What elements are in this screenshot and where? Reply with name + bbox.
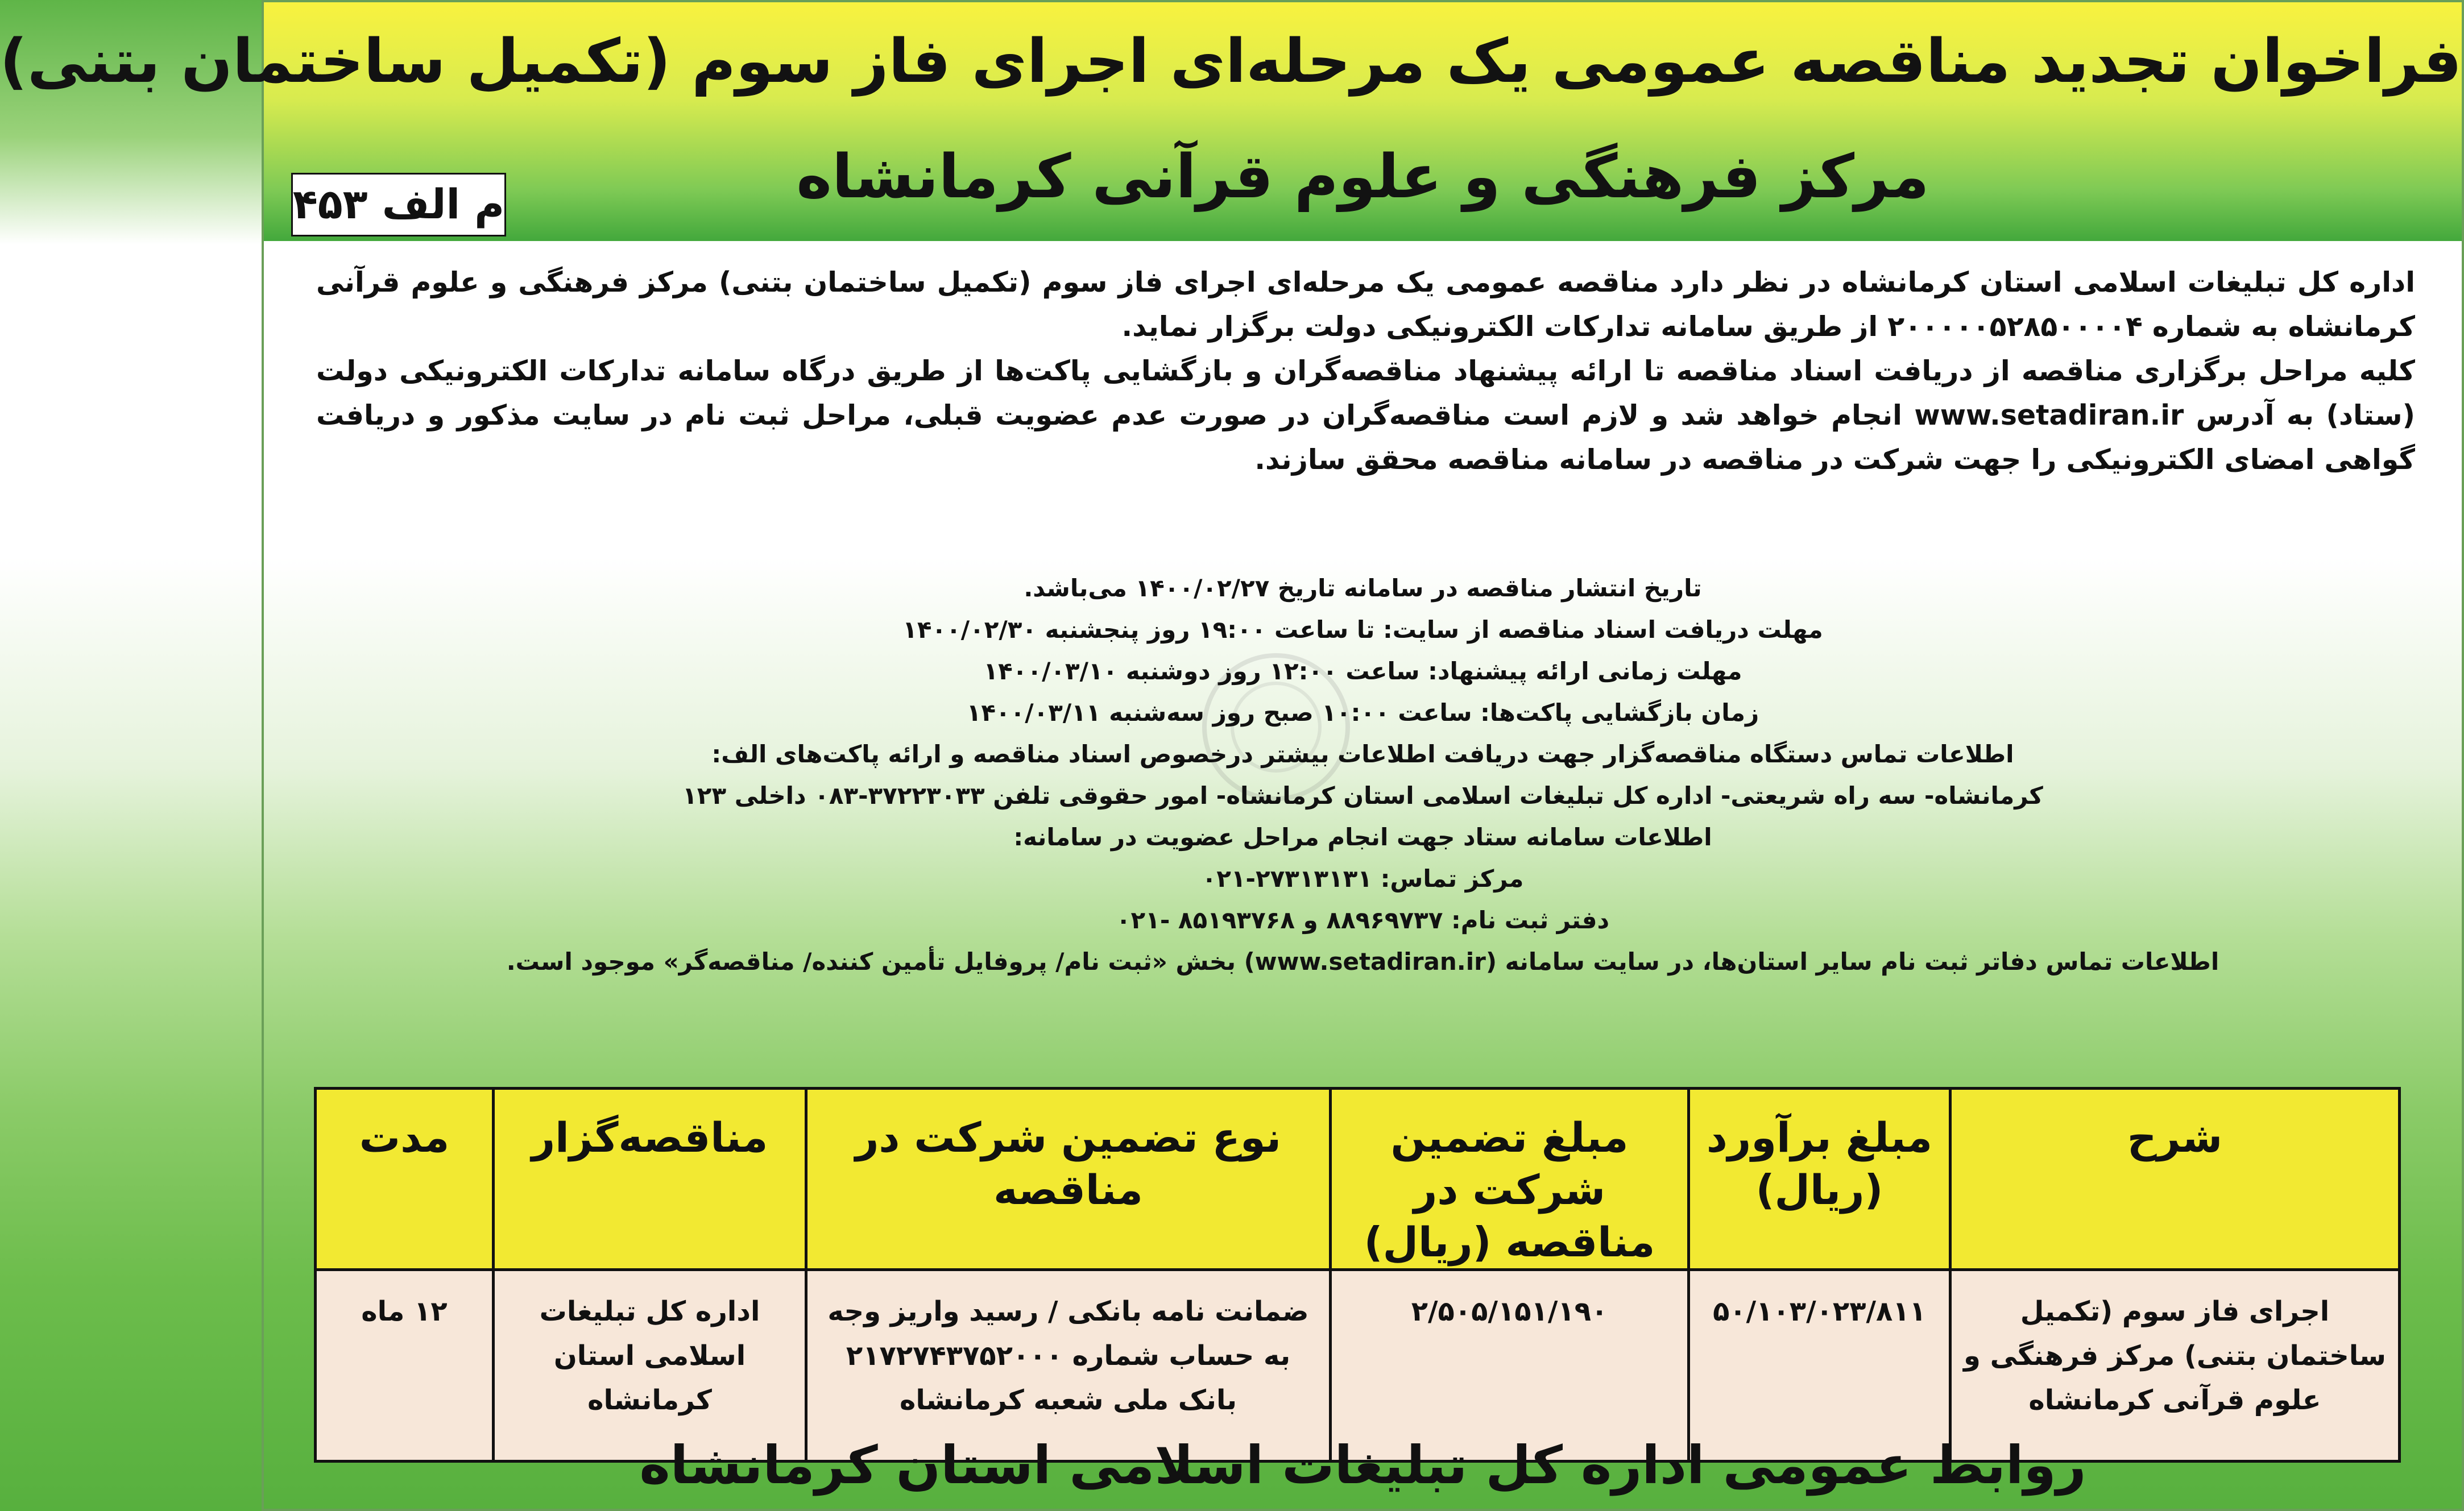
header-guarantee-type: نوع تضمین شرکت در مناقصه [806,1089,1331,1270]
intro-paragraph-2: کلیه مراحل برگزاری مناقصه از دریافت اسناد مناقصه تا ارائه پیشنهاد مناقصه‌گران و بازگشایی پاکت‌ها از طریق درگاه سامانه تدارکات الکترونیکی دولت (ستاد) به آدرس www.setadiran.ir انجام خواهد شد و لازم است مناقصه‌گران در صورت عدم عضویت قبلی، مراحل ثبت نام در سایت مذکور و دریافت گواهی امضای الکترونیکی را جهت شرکت در مناقصه در سامانه مناقصه محقق سازند. [316,355,2415,476]
bid-deadline-line: مهلت زمانی ارائه پیشنهاد: ساعت ۱۲:۰۰ روز دوشنبه ۱۴۰۰/۰۳/۱۰ [983,657,1742,685]
cell-organizer: اداره کل تبلیغات اسلامی استان کرمانشاه [494,1270,806,1462]
announcement-code-badge: م الف ۴۵۳ [291,173,506,236]
cell-estimate: ۵۰/۱۰۳/۰۲۳/۸۱۱ [1689,1270,1951,1462]
footer-signature: روابط عمومی اداره کل تبلیغات اسلامی استان کرمانشاه [639,1435,2086,1496]
intro-paragraph-1: اداره کل تبلیغات اسلامی استان کرمانشاه در نظر دارد مناقصه عمومی یک مرحله‌ای اجرای فاز سوم (تکمیل ساختمان بتنی) مرکز فرهنگی و علوم قرآنی کرمانشاه به شماره ۲۰۰۰۰۰۵۲۸۵۰۰۰۰۴ از طریق سامانه تدارکات الکترونیکی دولت برگزار نماید. [316,266,2415,343]
contact-title-line: اطلاعات تماس دستگاه مناقصه‌گزار جهت دریافت اطلاعات بیشتر درخصوص اسناد مناقصه و ارائه پاکت‌های الف: [711,740,2014,768]
header-banner [0,2,2462,241]
details-block [434,567,2291,982]
registration-phone-line: دفتر ثبت نام: ۸۸۹۶۹۷۳۷ و ۸۵۱۹۳۷۶۸ -۰۲۱ [1116,906,1610,934]
contact-address-line: کرمانشاه- سه راه شریعتی- اداره کل تبلیغات اسلامی استان کرمانشاه- امور حقوقی تلفن ۳۷۲۲۳۰۳۳-۰۸۳ داخلی ۱۲۳ [682,782,2043,810]
publish-date-line: تاریخ انتشار مناقصه در سامانه تاریخ ۱۴۰۰/۰۲/۲۷ می‌باشد. [1024,574,1702,602]
cell-guarantee-type: ضمانت نامه بانکی / رسید واریز وجه به حساب شماره ۲۱۷۲۷۴۳۷۵۲۰۰۰ بانک ملی شعبه کرمانشاه [806,1270,1331,1462]
table-row [316,1270,2400,1462]
tender-table [314,1087,2401,1463]
header-guarantee-amount: مبلغ تضمین شرکت در مناقصه (ریال) [1331,1089,1689,1270]
cell-guarantee-amount: ۲/۵۰۵/۱۵۱/۱۹۰ [1331,1270,1689,1462]
opening-time-line: زمان بازگشایی پاکت‌ها: ساعت ۱۰:۰۰ صبح روز سه‌شنبه ۱۴۰۰/۰۳/۱۱ [966,699,1759,727]
center-phone-line: مرکز تماس: ۲۷۳۱۳۱۳۱-۰۲۱ [1202,865,1524,893]
other-provinces-line: اطلاعات تماس دفاتر ثبت نام سایر استان‌ها، در سایت سامانه (www.setadiran.ir) بخش «ثبت نام/ پروفایل تأمین کننده/ مناقصه‌گر» موجود است. [506,948,2219,975]
header-estimate: مبلغ برآورد (ریال) [1689,1089,1951,1270]
cell-description: اجرای فاز سوم (تکمیل ساختمان بتنی) مرکز فرهنگی و علوم قرآنی کرمانشاه [1951,1270,2400,1462]
title-line-2: مرکز فرهنگی و علوم قرآنی کرمانشاه [796,142,1929,211]
title-line-1: فراخوان تجدید مناقصه عمومی یک مرحله‌ای اجرای فاز سوم (تکمیل ساختمان بتنی) [0,26,2462,96]
header-organizer: مناقصه‌گزار [494,1089,806,1270]
table-header-row [316,1089,2400,1270]
document-deadline-line: مهلت دریافت اسناد مناقصه از سایت: تا ساعت ۱۹:۰۰ روز پنجشنبه ۱۴۰۰/۰۲/۳۰ [902,616,1823,644]
cell-duration: ۱۲ ماه [316,1270,494,1462]
intro-text-block [316,260,2415,482]
header-description: شرح [1951,1089,2400,1270]
setad-title-line: اطلاعات سامانه ستاد جهت انجام مراحل عضویت در سامانه: [1013,823,1712,851]
header-duration: مدت [316,1089,494,1270]
